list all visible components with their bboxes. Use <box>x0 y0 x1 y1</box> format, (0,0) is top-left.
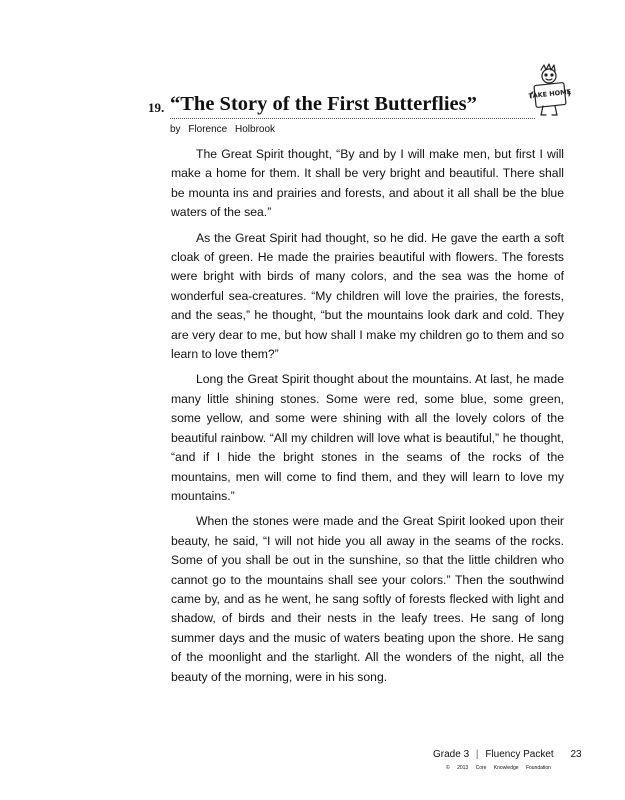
passage-number: 19. <box>148 100 165 115</box>
copyright-notice: © 2013 Core Knowledge Foundation <box>446 765 551 771</box>
story-paragraph: The Great Spirit thought, “By and by I will make men, but first I will make a home for them. It shall be very bright and beautiful. There shall be mounta ins and prairies and forests, and about it all shall be the blue waters of the sea.” <box>171 147 564 220</box>
story-title: “The Story of the First Butterflies” <box>170 93 477 115</box>
page-number: 23 <box>570 749 582 760</box>
story-body <box>171 145 564 693</box>
story-paragraph: When the stones were made and the Great Spirit looked upon their beauty, he said, “I will not hide you all away in the seams of the rocks. Some of you shall be out in the sunshine, so that the little children who cannot go to the mountains shall see your colors.” Then the southwind came by, and as he went, he sang softly of forests flecked with light and shadow, of birds and their nests in the leafy trees. He sang of long summer days and the music of waters beating upon the shore. He sang of the moonlight and the starlight. All the wonders of the night, all the beauty of the morning, were in his song. <box>171 514 564 684</box>
footer-packet: Fluency Packet <box>485 749 554 760</box>
story-paragraph: Long the Great Spirit thought about the mountains. At last, he made many little shining stones. Some were red, some blue, some green, some yellow, and some were shining with all the lovely colors of the beautiful rainbow. “All my children will love what is beautiful,” he thought, “and if I hide the bright stones in the seams of the rocks of the mountains, men will come to find them, and they will learn to love my mountains.” <box>171 372 564 503</box>
footer-grade: Grade 3 <box>433 749 470 760</box>
take-home-label: TAKE HOME <box>528 87 571 101</box>
author-byline: by Florence Holbrook <box>170 124 276 135</box>
footer-separator: | <box>475 749 479 760</box>
title-underline <box>170 118 535 119</box>
page-footer <box>433 749 582 760</box>
story-paragraph: As the Great Spirit had thought, so he did. He gave the earth a soft cloak of green. He made the prairies beautiful with flowers. The forests were bright with birds of many colors, and the sea was the home of wonderful sea-creatures. “My children will love the prairies, the forests, and the seas,” he thought, “but the mountains look dark and cold. They are very dear to me, but how shall I make my children go to them and so learn to love them?” <box>171 230 564 362</box>
take-home-icon <box>527 62 571 118</box>
